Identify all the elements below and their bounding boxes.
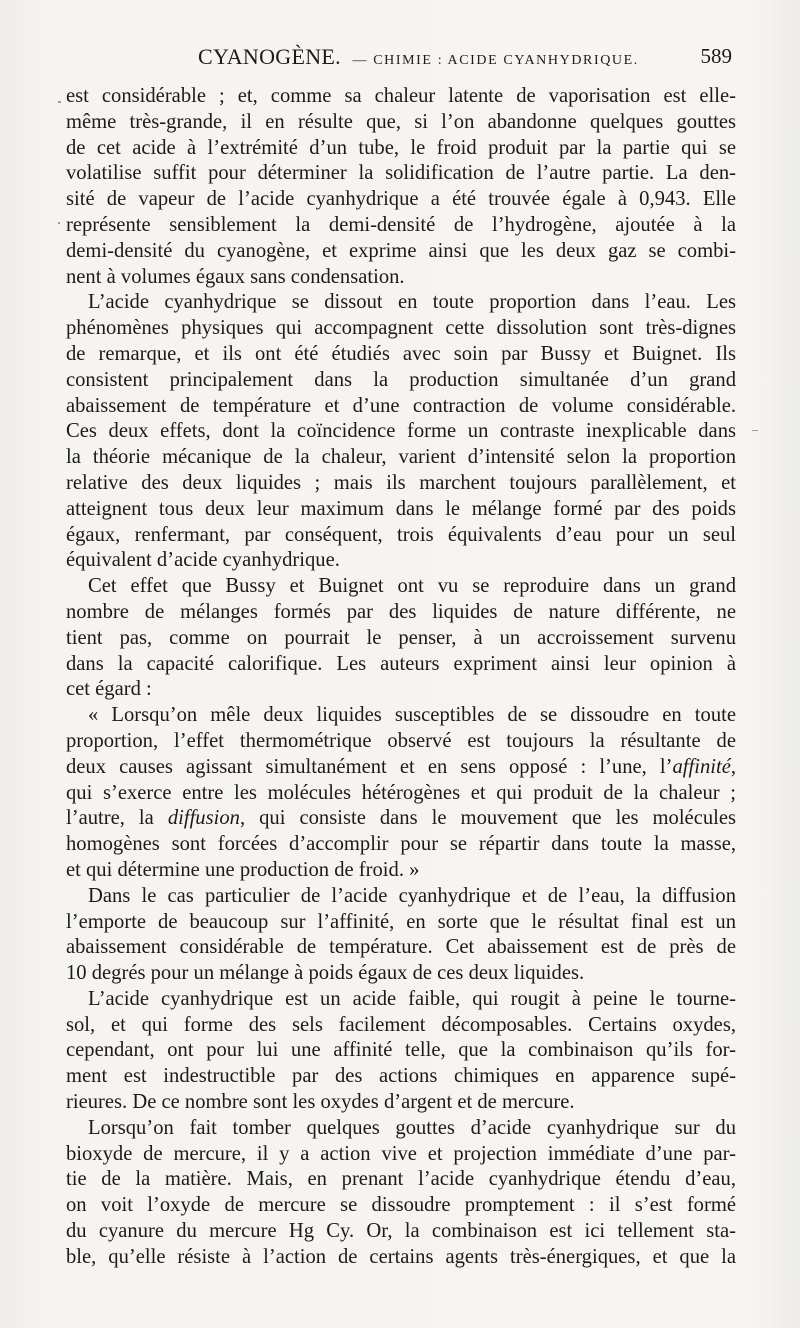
italic-term: affinité	[672, 755, 731, 778]
text-line-content: de cet acide à l’extrémité d’un tube, le froid produit par la partie qui se	[66, 136, 736, 159]
text-line-continuation: , qui consiste dans le mouvement que les molécules	[239, 807, 737, 830]
page-number: 589	[700, 44, 732, 68]
text-line	[66, 110, 736, 136]
text-line-content: tie de la matière. Mais, en prenant l’acide cyanhydrique étendu d’eau,	[66, 1168, 736, 1191]
text-line-content: phénomènes physiques qui accompagnent cette dissolution sont très-dignes	[66, 317, 736, 340]
text-line	[66, 858, 736, 884]
text-line-content: nombre de mélanges formés par des liquides de nature différente, ne	[66, 600, 736, 623]
text-line	[66, 445, 736, 471]
text-line-content: représente sensiblement la demi-densité de l’hydrogène, ajoutée à la	[66, 213, 736, 236]
text-line	[66, 136, 736, 162]
text-line	[66, 1219, 736, 1245]
text-line	[66, 652, 736, 678]
text-line-continuation: ,	[730, 755, 736, 778]
text-line-content: du cyanure du mercure Hg Cy. Or, la combinaison est ici tellement sta-	[66, 1220, 736, 1243]
text-line	[66, 316, 736, 342]
text-line-content: 10 degrés pour un mélange à poids égaux de ces deux liquides.	[66, 962, 585, 985]
text-line-content: Dans le cas particulier de l’acide cyanhydrique et de l’eau, la diffusion	[88, 884, 736, 907]
text-line-content: qui s’exerce entre les molécules hétérogènes et qui produit de la chaleur ;	[66, 781, 736, 804]
text-line	[66, 910, 736, 936]
text-line	[66, 368, 736, 394]
text-line	[66, 600, 736, 626]
text-line-content: ment est indestructible par des actions chimiques en apparence supé-	[66, 1065, 736, 1088]
text-line	[66, 1116, 736, 1142]
text-line-content: l’autre, la	[66, 807, 168, 830]
text-line	[66, 1167, 736, 1193]
text-line	[66, 548, 736, 574]
text-line	[66, 394, 736, 420]
text-line	[66, 1142, 736, 1168]
text-line	[66, 497, 736, 523]
text-line	[66, 1038, 736, 1064]
text-line	[66, 729, 736, 755]
text-line	[66, 265, 736, 291]
text-line	[66, 574, 736, 600]
text-line-content: volatilise suffit pour déterminer la solidification de l’autre partie. La den-	[66, 162, 736, 185]
speck-mark	[58, 222, 60, 224]
text-line-content: équivalent d’acide cyanhydrique.	[66, 549, 340, 572]
text-line	[66, 471, 736, 497]
text-line	[66, 239, 736, 265]
text-line	[66, 1064, 736, 1090]
text-line-content: Cet effet que Bussy et Buignet ont vu se reproduire dans un grand	[88, 575, 736, 598]
text-line	[66, 419, 736, 445]
text-line	[66, 961, 736, 987]
text-line	[66, 781, 736, 807]
text-line	[66, 806, 736, 832]
text-line	[66, 677, 736, 703]
text-line-content: on voit l’oxyde de mercure se dissoudre promptement : il s’est formé	[66, 1194, 736, 1217]
text-line-content: L’acide cyanhydrique se dissout en toute proportion dans l’eau. Les	[88, 291, 736, 314]
text-line	[66, 161, 736, 187]
text-line-content: égaux, renfermant, par conséquent, trois équivalents d’eau pour un seul	[66, 523, 736, 546]
text-line-content: dans la capacité calorifique. Les auteurs expriment ainsi leur opinion à	[66, 652, 736, 675]
text-line	[66, 626, 736, 652]
text-line	[66, 935, 736, 961]
text-line-content: abaissement de température et d’une contraction de volume considérable.	[66, 394, 736, 417]
text-line	[66, 523, 736, 549]
text-line	[66, 187, 736, 213]
text-line-content: deux causes agissant simultanément et en sens opposé : l’une, l’	[66, 755, 673, 778]
page-header	[66, 44, 736, 74]
text-line-content: L’acide cyanhydrique est un acide faible, qui rougit à peine le tourne-	[88, 987, 736, 1010]
running-title	[198, 44, 639, 70]
text-line	[66, 832, 736, 858]
text-line-content: même très-grande, il en résulte que, si l’on abandonne quelques gouttes	[66, 110, 736, 133]
text-line-content: Lorsqu’on fait tomber quelques gouttes d’acide cyanhydrique sur du	[88, 1116, 736, 1139]
text-line	[66, 703, 736, 729]
text-line-content: la théorie mécanique de la chaleur, varient d’intensité selon la proportion	[66, 446, 736, 469]
text-line-content: l’emporte de beaucoup sur l’affinité, en sorte que le résultat final est un	[66, 910, 736, 933]
text-line-content: et qui détermine une production de froid. »	[66, 858, 420, 881]
text-line-content: homogènes sont forcées d’accomplir pour se répartir dans toute la masse,	[66, 833, 736, 856]
text-line-content: cet égard :	[66, 678, 152, 701]
text-line-content: atteignent tous deux leur maximum dans le mélange formé par des poids	[66, 497, 736, 520]
speck-mark	[58, 101, 61, 103]
text-line-content: bioxyde de mercure, il y a action vive et projection immédiate d’une par-	[66, 1142, 736, 1165]
text-line-content: consistent principalement dans la production simultanée d’un grand	[66, 368, 736, 391]
text-line-content: abaissement considérable de température. Cet abaissement est de près de	[66, 936, 736, 959]
text-line	[66, 755, 736, 781]
text-line-content: sité de vapeur de l’acide cyanhydrique a été trouvée égale à 0,943. Elle	[66, 188, 736, 211]
text-line-content: proportion, l’effet thermométrique observé est toujours la résultante de	[66, 729, 736, 752]
text-line	[66, 884, 736, 910]
text-line	[66, 1013, 736, 1039]
text-line-content: sol, et qui forme des sels facilement décomposables. Certains oxydes,	[66, 1013, 736, 1036]
text-line-content: rieures. De ce nombre sont les oxydes d’argent et de mercure.	[66, 1091, 575, 1114]
text-line-content: « Lorsqu’on mêle deux liquides susceptibles de se dissoudre en toute	[88, 704, 736, 727]
text-line-content: relative des deux liquides ; mais ils marchent toujours parallèlement, et	[66, 471, 736, 494]
text-line-content: tient pas, comme on pourrait le penser, à un accroissement survenu	[66, 626, 736, 649]
text-line-content: est considérable ; et, comme sa chaleur latente de vaporisation est elle-	[66, 85, 736, 107]
text-line	[66, 1090, 736, 1116]
text-line	[66, 1193, 736, 1219]
text-line	[66, 84, 736, 110]
text-line-content: ble, qu’elle résiste à l’action de certains agents très-énergiques, et que la	[66, 1245, 736, 1268]
text-line	[66, 213, 736, 239]
speck-mark	[752, 430, 758, 431]
text-line-content: cependant, ont pour lui une affinité telle, que la combinaison qu’ils for-	[66, 1039, 736, 1062]
text-line	[66, 987, 736, 1013]
text-line-content: nent à volumes égaux sans condensation.	[66, 265, 405, 288]
text-line-content: demi-densité du cyanogène, et exprime ainsi que les deux gaz se combi-	[66, 239, 736, 262]
body-text	[66, 84, 736, 1271]
text-line-content: de remarque, et ils ont été étudiés avec soin par Bussy et Buignet. Ils	[66, 342, 736, 365]
text-line-content: Ces deux effets, dont la coïncidence forme un contraste inexplicable dans	[66, 420, 736, 443]
text-line	[66, 1245, 736, 1271]
running-title-sub: — CHIMIE : ACIDE CYANHYDRIQUE.	[352, 53, 639, 68]
text-line	[66, 342, 736, 368]
italic-term: diffusion	[167, 807, 240, 830]
running-title-main: CYANOGÈNE.	[198, 44, 341, 69]
text-line	[66, 290, 736, 316]
